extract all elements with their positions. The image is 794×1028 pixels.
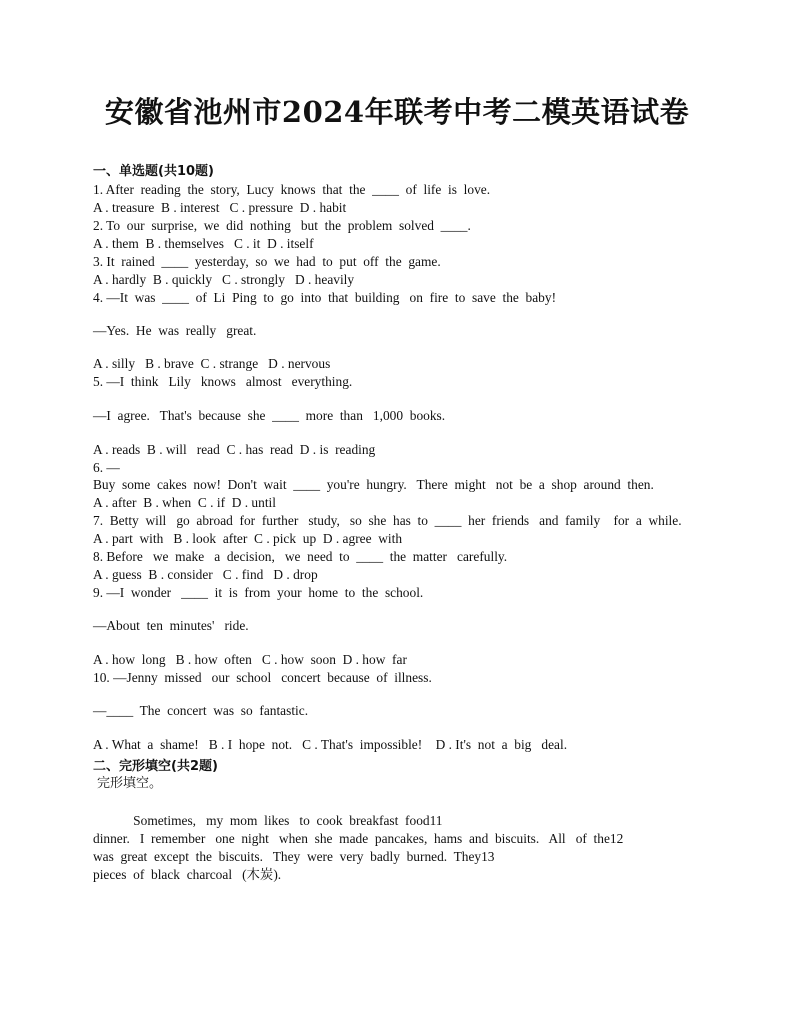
question-line: 4. —It was ____ of Li Ping to go into that building on fire to save the baby! bbox=[93, 290, 557, 305]
options-line: A . reads B . will read C . has read D . is reading bbox=[93, 442, 376, 457]
question-line: Buy some cakes now! Don't wait ____ you're hungry. There might not be a shop around then. bbox=[93, 477, 654, 492]
passage-line: Sometimes, my mom likes to cook breakfast food11 bbox=[93, 813, 443, 828]
passage-line: pieces of black charcoal (木炭). bbox=[93, 867, 282, 882]
options-line: A . silly B . brave C . strange D . nervous bbox=[93, 356, 331, 371]
dialogue-line: —____ The concert was so fantastic. bbox=[93, 703, 309, 718]
options-line: A . after B . when C . if D . until bbox=[93, 495, 276, 510]
question-line: 8. Before we make a decision, we need to ____ the matter carefully. bbox=[93, 549, 508, 564]
options-line: A . guess B . consider C . find D . drop bbox=[93, 567, 318, 582]
question-line: 2. To our surprise, we did nothing but the problem solved ____. bbox=[93, 218, 471, 233]
section-heading-cloze: 二、完形填空(共2题) bbox=[93, 759, 218, 774]
question-line: 10. —Jenny missed our school concert because of illness. bbox=[93, 670, 432, 685]
dialogue-line: —I agree. That's because she ____ more than 1,000 books. bbox=[93, 408, 446, 423]
options-line: A . how long B . how often C . how soon D . how far bbox=[93, 652, 407, 667]
options-line: A . hardly B . quickly C . strongly D . heavily bbox=[93, 272, 355, 287]
question-line: 1. After reading the story, Lucy knows that the ____ of life is love. bbox=[93, 182, 491, 197]
cloze-instruction: 完形填空。 bbox=[97, 776, 163, 791]
section-heading-single-choice: 一、单选题(共10题) bbox=[93, 164, 214, 179]
question-line: 6. — bbox=[93, 460, 120, 475]
page-title: 安徽省池州市2024年联考中考二模英语试卷 bbox=[104, 95, 690, 129]
options-line: A . treasure B . interest C . pressure D . habit bbox=[93, 200, 347, 215]
dialogue-line: —About ten minutes' ride. bbox=[93, 618, 249, 633]
options-line: A . part with B . look after C . pick up D . agree with bbox=[93, 531, 403, 546]
options-line: A . What a shame! B . I hope not. C . That's impossible! D . It's not a big deal. bbox=[93, 737, 568, 752]
passage-line: was great except the biscuits. They were very badly burned. They13 bbox=[93, 849, 495, 864]
question-line: 3. It rained ____ yesterday, so we had to put off the game. bbox=[93, 254, 441, 269]
question-line: 9. —I wonder ____ it is from your home to the school. bbox=[93, 585, 424, 600]
question-line: 7. Betty will go abroad for further study, so she has to ____ her friends and family for a while. bbox=[93, 513, 682, 528]
question-line: 5. —I think Lily knows almost everything. bbox=[93, 374, 353, 389]
passage-line: dinner. I remember one night when she made pancakes, hams and biscuits. All of the12 bbox=[93, 831, 624, 846]
options-line: A . them B . themselves C . it D . itself bbox=[93, 236, 314, 251]
dialogue-line: —Yes. He was really great. bbox=[93, 323, 257, 338]
